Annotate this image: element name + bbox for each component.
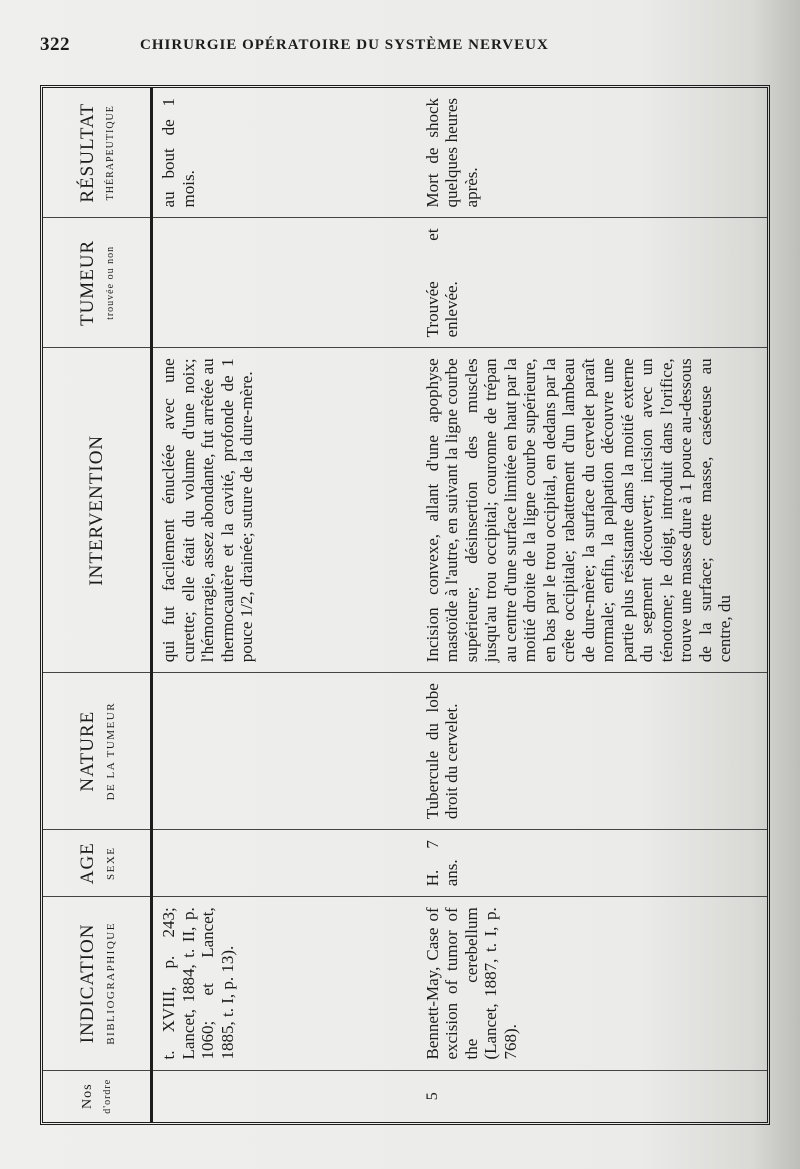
col-header-indication: INDICATION BIBLIOGRAPHIQUE (43, 897, 152, 1070)
case-table-frame (40, 85, 770, 1125)
cell-indication: Bennett-May, Case of excision of tumor of the cerebellum (Lancet, 1887, t. I, p. 768). (417, 897, 768, 1070)
table-header-row (43, 88, 152, 1122)
col-header-nature: NATURE DE LA TUMEUR (43, 673, 152, 830)
cell-tumeur (152, 218, 417, 348)
cell-resultat: au bout de 1 mois. (152, 88, 417, 218)
col-header-numero: Nos d'ordre (43, 1070, 152, 1122)
cell-numero (152, 1070, 417, 1122)
case-table (43, 88, 767, 1122)
cell-nature: Tubercule du lobe droit du cervelet. (417, 673, 768, 830)
col-header-age: AGE SEXE (43, 830, 152, 897)
cell-intervention: qui fut facilement énucléée avec une curette; elle était du volume d'une noix; l'hémorragie, assez abondante, fut arrêtée au thermocautère et la cavité, profonde de 1 pouce 1/2, drainée; suture de la dure-mère. (152, 348, 417, 673)
cell-indication: t. XVIII, p. 243; Lancet, 1884, t. II, p. 1060; et Lancet, 1885, t. I, p. 13). (152, 897, 417, 1070)
cell-resultat: Mort de shock quelques heures après. (417, 88, 768, 218)
table-row (417, 88, 768, 1122)
cell-numero: 5 (423, 1092, 441, 1101)
cell-tumeur: Trouvée et enlevée. (417, 218, 768, 348)
running-head (40, 34, 760, 58)
cell-age: H. 7 ans. (417, 830, 768, 897)
col-header-resultat: RÉSULTAT THÉRAPEUTIQUE (43, 88, 152, 218)
cell-age (152, 830, 417, 897)
table-row (152, 88, 417, 1122)
cell-nature (152, 673, 417, 830)
page-number: 322 (40, 34, 70, 55)
cell-intervention: Incision convexe, allant d'une apophyse mastoïde à l'autre, en suivant la ligne courbe supérieure; désinsertion des muscles jusqu'au trou occipital; couronne de trépan au centre d'une surface limitée en haut par la moitié droite de la ligne courbe supérieure, en bas par le trou occipital, en dedans par la crête occipitale; rabattement d'un lambeau de dure-mère; la surface du cervelet paraît normale; enfin, la palpation découvre une partie plus résistante dans la moitié externe du segment découvert; incision avec un ténotome; le doigt, introduit dans l'orifice, trouve une masse dure à 1 pouce au-dessous de la surface; cette masse, caséeuse au centre, du (417, 348, 768, 673)
col-header-tumeur: TUMEUR trouvée ou non (43, 218, 152, 348)
running-title: CHIRURGIE OPÉRATOIRE DU SYSTÈME NERVEUX (140, 37, 549, 53)
col-header-intervention: INTERVENTION (43, 348, 152, 673)
